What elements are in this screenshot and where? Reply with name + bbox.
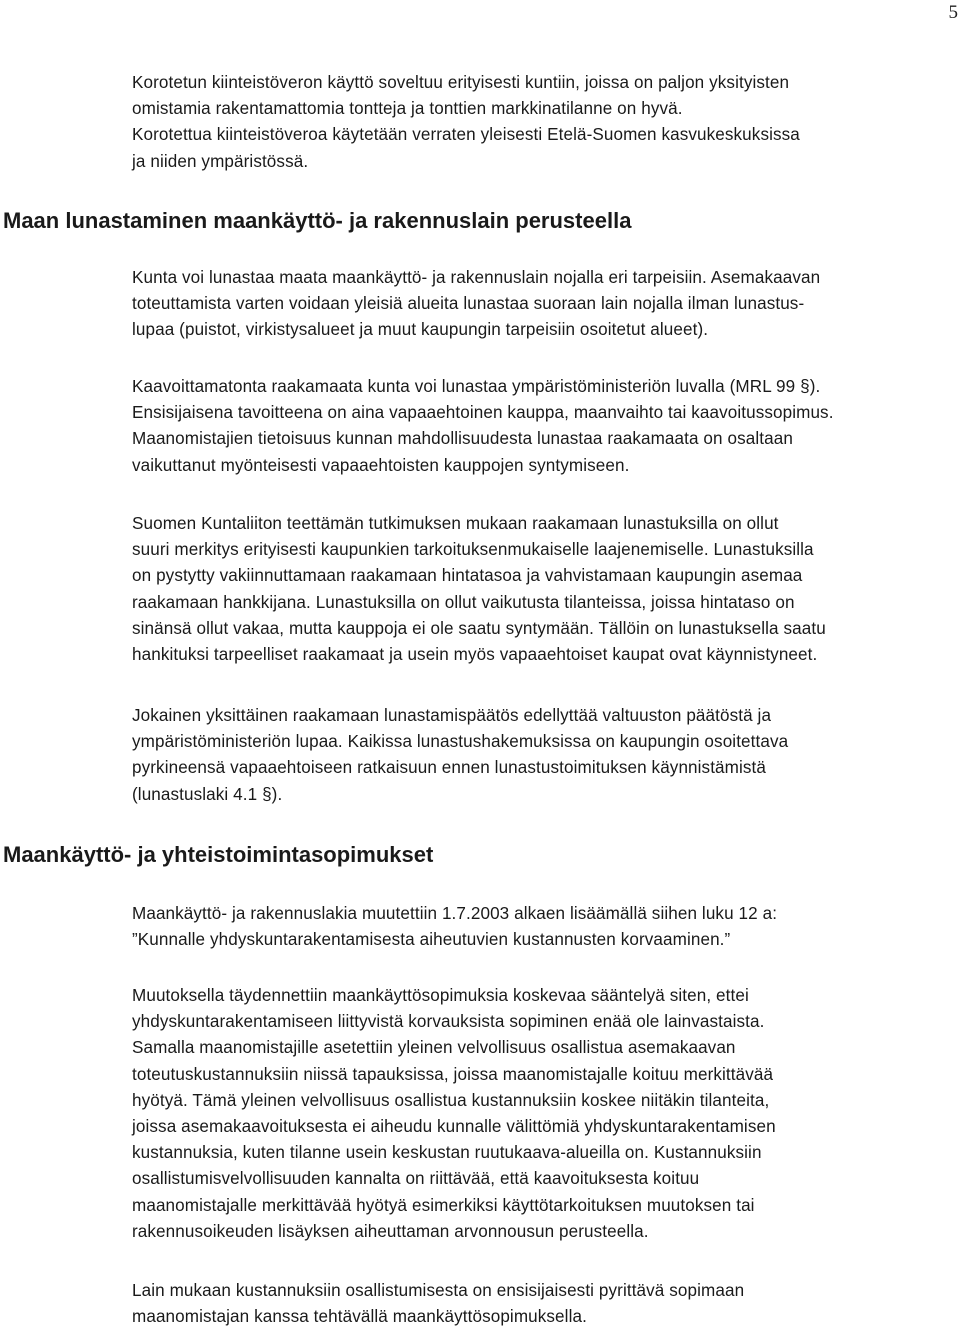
paragraph-line: Korotettua kiinteistöveroa käytetään verraten yleisesti Etelä-Suomen kasvukeskuksissa [132, 125, 800, 145]
paragraph-line: Lain mukaan kustannuksiin osallistumisesta on ensisijaisesti pyrittävä sopimaan [132, 1281, 745, 1300]
intro-paragraph [132, 70, 956, 175]
paragraph [132, 983, 956, 1245]
paragraph-line: maanomistajan kanssa tehtävällä maankäyttösopimuksella. [132, 1307, 587, 1327]
paragraph [132, 265, 956, 344]
paragraph [132, 511, 956, 668]
paragraph-line: Kunta voi lunastaa maata maankäyttö- ja rakennuslain nojalla eri tarpeisiin. Asemakaavan [132, 268, 821, 287]
paragraph-line: joissa asemakaavoituksesta ei aiheudu kunnalle välittömiä yhdyskuntarakentamisen [132, 1117, 776, 1137]
page-number: 5 [948, 2, 958, 23]
paragraph-line: rakennusoikeuden lisäyksen aiheuttaman arvonnousun perusteella. [132, 1221, 649, 1241]
paragraph-line: Ensisijaisena tavoitteena on aina vapaaehtoinen kauppa, maanvaihto tai kaavoitussopimus. [132, 403, 834, 423]
paragraph-line: Jokainen yksittäinen raakamaan lunastamispäätös edellyttää valtuuston päätöstä ja [132, 706, 772, 725]
paragraph-line: toteutuskustannuksiin niissä tapauksissa, joissa maanomistajalle koituu merkittävää [132, 1064, 774, 1084]
paragraph-line: ja niiden ympäristössä. [132, 151, 309, 171]
section-heading-land-expropriation: Maan lunastaminen maankäyttö- ja rakennuslain perusteella [3, 208, 632, 233]
paragraph [132, 374, 956, 479]
paragraph-line: maanomistajalle merkittävää hyötyä esimerkiksi käyttötarkoituksen muutoksen tai [132, 1195, 755, 1215]
paragraph-line: sinänsä ollut vakaa, mutta kauppoja ei ole saatu syntymään. Tällöin on lunastuksella saatu [132, 618, 826, 638]
paragraph [132, 1278, 956, 1330]
paragraph-line: ”Kunnalle yhdyskuntarakentamisesta aiheutuvien kustannusten korvaaminen.” [132, 930, 731, 950]
paragraph-line: kustannuksia, kuten tilanne usein keskustan ruutukaava-alueilla on. Kustannuksiin [132, 1143, 762, 1163]
paragraph-line: (lunastuslaki 4.1 §). [132, 784, 283, 804]
paragraph-line: omistamia rakentamattomia tontteja ja tonttien markkinatilanne on hyvä. [132, 99, 683, 119]
paragraph-line: Korotetun kiinteistöveron käyttö soveltuu erityisesti kuntiin, joissa on paljon yksityisten [132, 73, 790, 92]
paragraph-line: hankituksi tarpeelliset raakamaat ja usein myös vapaaehtoiset kaupat ovat käynnistyneet. [132, 645, 818, 665]
paragraph-line: pyrkineensä vapaaehtoiseen ratkaisuun ennen lunastustoimituksen käynnistämistä [132, 758, 766, 778]
section-heading-land-use-agreements: Maankäyttö- ja yhteistoimintasopimukset [3, 842, 434, 867]
paragraph-line: Suomen Kuntaliiton teettämän tutkimuksen mukaan raakamaan lunastuksilla on ollut [132, 514, 779, 533]
paragraph [132, 901, 956, 953]
paragraph-line: Muutoksella täydennettiin maankäyttösopimuksia koskevaa sääntelyä siten, ettei [132, 986, 749, 1005]
paragraph-line: vaikuttanut myönteisesti vapaaehtoisten kauppojen syntymiseen. [132, 455, 630, 475]
paragraph [132, 703, 956, 808]
paragraph-line: yhdyskuntarakentamiseen liittyvistä korvauksista sopiminen enää ole lainvastaista. [132, 1012, 765, 1032]
paragraph-line: suuri merkitys erityisesti kaupunkien tarkoituksenmukaiselle laajenemiselle. Lunastuksilla [132, 540, 814, 560]
paragraph-line: hyötyä. Tämä yleinen velvollisuus osallistua kustannuksiin koskee niitäkin tilanteita, [132, 1090, 770, 1110]
paragraph-line: toteuttamista varten voidaan yleisiä alueita lunastaa suoraan lain nojalla ilman lunastus- [132, 294, 805, 314]
paragraph-line: Samalla maanomistajille asetettiin yleinen velvollisuus osallistua asemakaavan [132, 1038, 736, 1058]
paragraph-line: Maanomistajien tietoisuus kunnan mahdollisuudesta lunastaa raakamaata on osaltaan [132, 429, 793, 449]
paragraph-line: ympäristöministeriön lupaa. Kaikissa lunastushakemuksissa on kaupungin osoitettava [132, 732, 789, 752]
paragraph-line: lupaa (puistot, virkistysalueet ja muut kaupungin tarpeisiin osoitetut alueet). [132, 320, 709, 340]
paragraph-line: Kaavoittamatonta raakamaata kunta voi lunastaa ympäristöministeriön luvalla (MRL 99 §). [132, 377, 821, 396]
paragraph-line: raakamaan hankkijana. Lunastuksilla on ollut vaikutusta tilanteissa, joissa hintataso on [132, 592, 795, 612]
paragraph-line: Maankäyttö- ja rakennuslakia muutettiin 1.7.2003 alkaen lisäämällä siihen luku 12 a: [132, 904, 778, 923]
paragraph-line: osallistumisvelvollisuuden kannalta on riittävää, että kaavoituksesta koituu [132, 1169, 700, 1189]
paragraph-line: on pystytty vakiinnuttamaan raakamaan hintatasoa ja vahvistamaan kaupungin asemaa [132, 566, 803, 586]
